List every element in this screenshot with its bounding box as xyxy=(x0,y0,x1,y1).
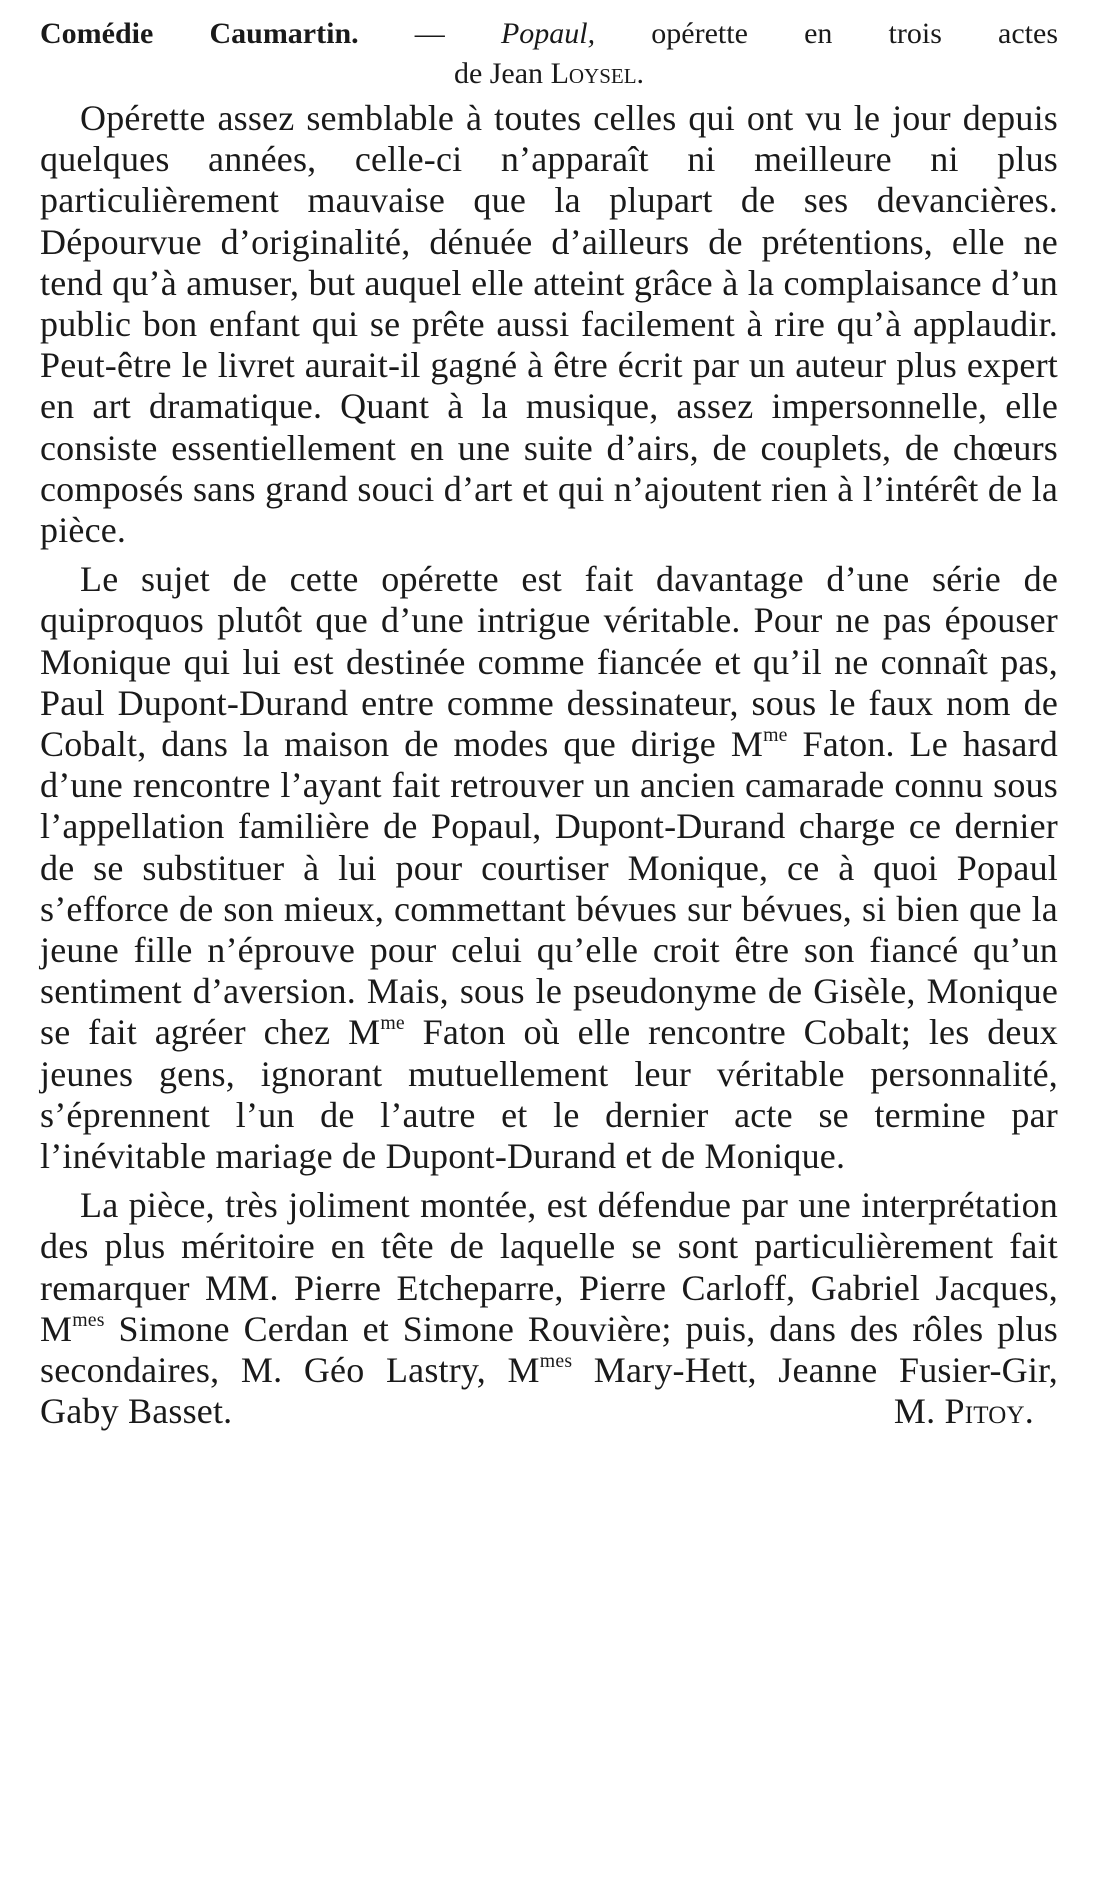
paragraph-2-part-c: Faton où elle rencontre Cobalt; les deux jeunes gens, ignorant mutuellement leur véritable personnalité, s’éprennent l’un de l’autre et le dernier acte se termine par l’inévitable mariage de Dupont-Durand et de Monique. xyxy=(40,1012,1058,1177)
paragraph-3-part-c: Mary-Hett, Jeanne Fusier-Gir, Gaby Basset. xyxy=(40,1350,1058,1432)
author-surname: Loysel. xyxy=(550,57,645,90)
review-article xyxy=(40,14,1058,1441)
paragraph-2 xyxy=(40,559,1058,1177)
abbrev-superscript: mes xyxy=(72,1309,105,1332)
author-prefix: de Jean xyxy=(453,57,551,90)
paragraph-3 xyxy=(40,1185,1058,1432)
author-line xyxy=(40,54,1058,94)
abbrev-superscript: me xyxy=(763,724,788,747)
author-signature: M. Pitoy. xyxy=(893,1391,1034,1432)
paragraph-2-part-a: Le sujet de cette opérette est fait davantage d’une série de quiproquos plutôt que d’une intrigue véritable. Pour ne pas épouser Monique qui lui est destinée comme fiancée et qu’il ne connaît pas, Paul Dupont-Durand entre comme dessinateur, sous le faux nom de Cobalt, dans la maison de modes que dirige M xyxy=(40,559,1058,765)
work-title: Popaul, xyxy=(500,17,596,50)
abbrev-superscript: mes xyxy=(539,1350,573,1373)
paragraph-3-part-b: Simone Cerdan et Simone Rouvière; puis, dans des rôles plus secondaires, M. Géo Lastry, M xyxy=(40,1308,1058,1391)
paragraph-3-part-a: La pièce, très joliment montée, est défendue par une interprétation des plus méritoire en tête de laquelle se sont particulièrement fait remarquer MM. Pierre Etcheparre, Pierre Carloff, Gabriel Jacques, M xyxy=(40,1185,1058,1349)
work-description: opérette en trois actes xyxy=(595,17,1058,50)
paragraph-1: Opérette assez semblable à toutes celles qui ont vu le jour depuis quelques années, celle-ci n’apparaît ni meilleure ni plus particulièrement mauvaise que la plupart de ses devancières. Dépourvue d’originalité, dénuée d’ailleurs de prétentions, elle ne tend qu’à amuser, but auquel elle atteint grâce à la complaisance d’un public bon enfant qui se prête aussi facilement à rire qu’à applaudir. Peut-être le livret aurait-il gagné à être écrit par un auteur plus expert en art dramatique. Quant à la musique, assez impersonnelle, elle consiste essentiellement en une suite d’airs, de couplets, de chœurs composés sans grand souci d’art et qui n’ajoutent rien à l’intérêt de la pièce. xyxy=(40,98,1058,551)
heading-dash: — xyxy=(358,17,501,50)
paragraph-2-part-b: Faton. Le hasard d’une rencontre l’ayant fait retrouver un ancien camarade connu sous l’appellation familière de Popaul, Dupont-Durand charge ce dernier de se substituer à lui pour courtiser Monique, ce à quoi Popaul s’efforce de son mieux, commettant bévues sur bévues, si bien que la jeune fille n’éprouve pour celui qu’elle croit être son fiancé qu’un sentiment d’aversion. Mais, sous le pseudonyme de Gisèle, Monique se fait agréer chez M xyxy=(40,724,1059,1053)
theatre-name: Comédie Caumartin. xyxy=(40,17,359,50)
abbrev-superscript: me xyxy=(380,1012,405,1035)
review-heading xyxy=(40,14,1058,54)
